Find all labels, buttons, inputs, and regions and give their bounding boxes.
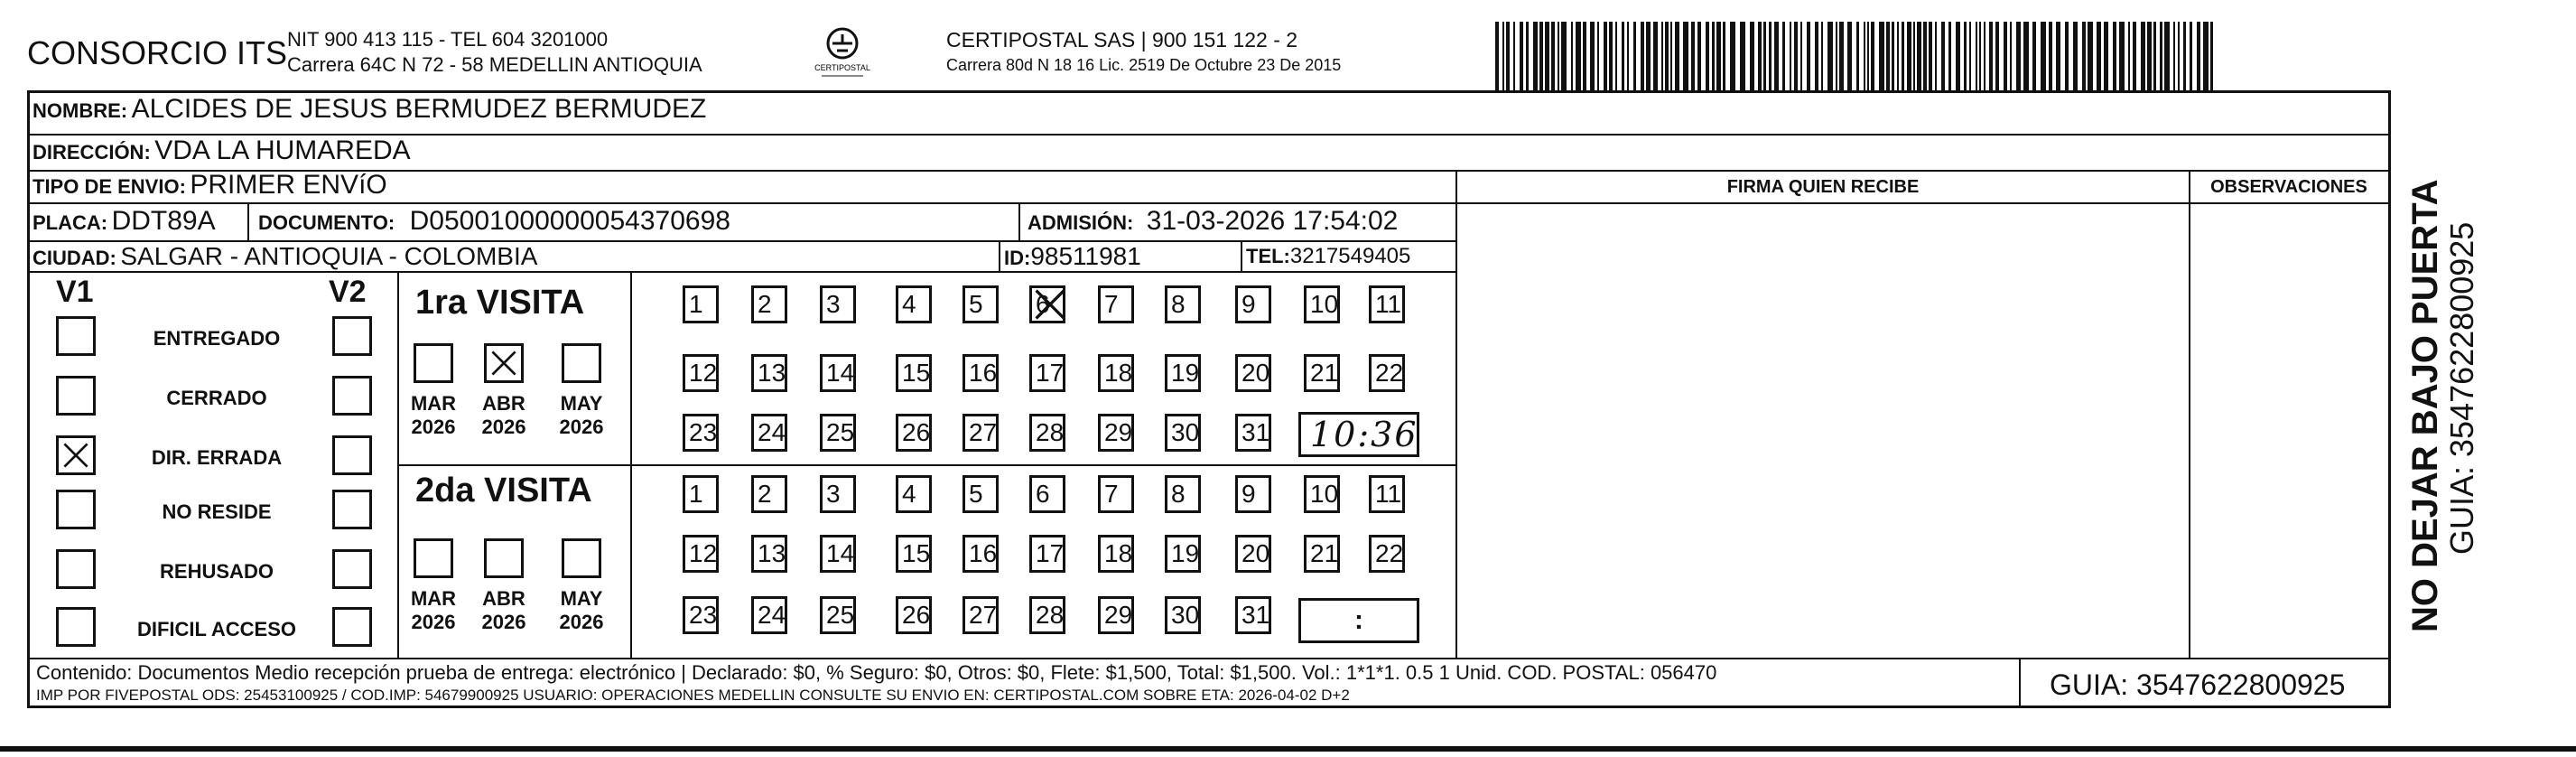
status-label: CERRADO	[166, 387, 267, 409]
day-number: 21	[1310, 359, 1339, 387]
company-name: CONSORCIO ITS	[27, 34, 288, 71]
day-number: 23	[689, 418, 718, 446]
visit1-day-17[interactable]	[1029, 354, 1065, 392]
visit2-day-5[interactable]	[963, 475, 999, 513]
visit2-time-box[interactable]	[1298, 598, 1419, 643]
company-info	[287, 27, 702, 78]
month-year: 2026	[481, 611, 526, 633]
company-address: Carrera 64C N 72 - 58 MEDELLIN ANTIOQUIA	[287, 53, 702, 76]
day-number: 16	[969, 359, 998, 387]
tipo-value: PRIMER ENVíO	[190, 170, 387, 200]
visit1-day-2[interactable]	[751, 285, 787, 323]
day-number: 1	[689, 480, 703, 508]
month-name: MAR	[410, 587, 457, 610]
check-x-icon	[60, 439, 92, 476]
day-number: 24	[758, 601, 786, 629]
visit1-day-3[interactable]	[820, 285, 856, 323]
visit1-month-checkbox-abr[interactable]	[484, 343, 524, 383]
day-number: 7	[1104, 480, 1119, 508]
day-number: 19	[1171, 539, 1200, 567]
day-number: 21	[1310, 539, 1339, 567]
visit1-day-1[interactable]	[683, 285, 719, 323]
direccion-value: VDA LA HUMAREDA	[154, 136, 411, 165]
visit2-day-17[interactable]	[1029, 535, 1065, 573]
day-number: 20	[1242, 539, 1270, 567]
footer-guia: GUIA: 3547622800925	[2050, 668, 2346, 701]
status-label: NO RESIDE	[162, 500, 272, 523]
visit1-day-31[interactable]	[1235, 414, 1271, 452]
barcode	[1495, 22, 2218, 90]
visit1-day-6[interactable]	[1029, 285, 1065, 323]
visit2-day-22[interactable]	[1369, 535, 1405, 573]
v2-checkbox-6[interactable]	[332, 607, 372, 647]
id-row	[1004, 242, 1141, 271]
day-number: 15	[902, 539, 931, 567]
visit1-day-10[interactable]	[1304, 285, 1340, 323]
day-number: 11	[1375, 290, 1402, 318]
courier-name: CERTIPOSTAL SAS | 900 151 122 - 2	[946, 28, 1298, 51]
visit1-day-27[interactable]	[963, 414, 999, 452]
day-number: 25	[826, 418, 855, 446]
day-number: 30	[1171, 418, 1200, 446]
visit2-month-label	[554, 587, 609, 634]
day-number: 5	[969, 480, 983, 508]
visit1-day-7[interactable]	[1098, 285, 1134, 323]
day-number: 4	[902, 290, 916, 318]
visit2-day-25[interactable]	[820, 596, 856, 634]
day-number: 11	[1375, 480, 1402, 508]
month-name: MAR	[410, 392, 457, 415]
day-number: 20	[1242, 359, 1270, 387]
visit2-day-18[interactable]	[1098, 535, 1134, 573]
visit1-title: 1ra VISITA	[415, 284, 585, 322]
day-number: 17	[1036, 359, 1065, 387]
visit1-day-20[interactable]	[1235, 354, 1271, 392]
tel-value: 3217549405	[1289, 244, 1411, 268]
day-number: 31	[1242, 418, 1270, 446]
visit2-day-23[interactable]	[683, 596, 719, 634]
day-number: 3	[826, 480, 841, 508]
visit1-month-label	[554, 392, 609, 439]
courier-address: Carrera 80d N 18 16 Lic. 2519 De Octubre 23 De 2015	[946, 56, 1342, 74]
day-number: 28	[1036, 601, 1065, 629]
company-nit: NIT 900 413 115 - TEL 604 3201000	[287, 28, 609, 51]
v2-header: V2	[329, 275, 367, 309]
visit2-day-19[interactable]	[1165, 535, 1201, 573]
month-name: MAY	[560, 392, 603, 415]
day-number: 2	[758, 290, 772, 318]
visit1-day-4[interactable]	[896, 285, 932, 323]
day-number: 17	[1036, 539, 1065, 567]
visit2-title: 2da VISITA	[415, 472, 592, 509]
day-number: 27	[969, 418, 998, 446]
visit1-time-box[interactable]	[1298, 412, 1419, 457]
day-number: 27	[969, 601, 998, 629]
day-number: 29	[1104, 601, 1133, 629]
day-number: 26	[902, 418, 931, 446]
day-number: 29	[1104, 418, 1133, 446]
visit2-day-8[interactable]	[1165, 475, 1201, 513]
visit1-day-28[interactable]	[1029, 414, 1065, 452]
visit2-day-1[interactable]	[683, 475, 719, 513]
visit2-month-label	[406, 587, 460, 634]
visit2-month-checkbox-may[interactable]	[562, 538, 601, 578]
day-number: 12	[689, 539, 718, 567]
logo-text: CERTIPOSTAL	[814, 63, 870, 72]
certipostal-logo	[814, 23, 870, 83]
visit1-day-22[interactable]	[1369, 354, 1405, 392]
direccion-label: DIRECCIÓN:	[33, 141, 151, 164]
day-number: 14	[826, 539, 855, 567]
status-label: REHUSADO	[160, 560, 274, 583]
month-year: 2026	[559, 416, 604, 438]
day-number: 13	[758, 359, 786, 387]
nombre-label: NOMBRE:	[33, 99, 128, 122]
visit2-day-16[interactable]	[963, 535, 999, 573]
v2-checkbox-3[interactable]	[332, 435, 372, 475]
day-number: 2	[758, 480, 772, 508]
day-number: 25	[826, 601, 855, 629]
documento-row	[258, 206, 730, 237]
day-number: 15	[902, 359, 931, 387]
footer-contents: Contenido: Documentos Medio recepción prueba de entrega: electrónico | Declarado: $0, % Seguro: $0, Otros: $0, Flete: $1,500, Total: $1,500. Vol.: 1*1*1. 0.5 1 Unid. COD. POSTAL: 056470	[36, 661, 1717, 684]
visit2-day-2[interactable]	[751, 475, 787, 513]
visit1-day-9[interactable]	[1235, 285, 1271, 323]
v2-checkbox-4[interactable]	[332, 490, 372, 529]
nombre-value: ALCIDES DE JESUS BERMUDEZ BERMUDEZ	[131, 94, 707, 124]
day-number: 10	[1310, 290, 1339, 318]
footer-imp: IMP POR FIVEPOSTAL ODS: 25453100925 / COD.IMP: 54679900925 USUARIO: OPERACIONES MEDELLIN CONSULTE SU ENVIO EN: CERTIPOSTAL.COM SOBRE ETA: 2026-04-02 D+2	[36, 687, 1350, 704]
status-label: DIFICIL ACCESO	[136, 618, 296, 640]
visit2-day-20[interactable]	[1235, 535, 1271, 573]
day-number: 24	[758, 418, 786, 446]
visit2-month-checkbox-mar[interactable]	[414, 538, 453, 578]
visit1-month-label	[406, 392, 460, 439]
page-bottom-border	[0, 746, 2576, 752]
day-number: 26	[902, 601, 931, 629]
placa-label: PLACA:	[33, 211, 108, 234]
day-number: 6	[1036, 480, 1050, 508]
visit2-day-6[interactable]	[1029, 475, 1065, 513]
day-number: 22	[1375, 359, 1404, 387]
documento-value: D05001000000054370698	[409, 206, 730, 236]
v1-checkbox-2[interactable]	[56, 376, 96, 416]
placa-value: DDT89A	[111, 206, 216, 236]
visit2-day-14[interactable]	[820, 535, 856, 573]
day-number: 30	[1171, 601, 1200, 629]
month-year: 2026	[411, 416, 456, 438]
visit1-month-checkbox-may[interactable]	[562, 343, 601, 383]
visit2-day-29[interactable]	[1098, 596, 1134, 634]
v1-checkbox-3[interactable]	[56, 435, 96, 475]
day-number: 7	[1104, 290, 1119, 318]
visit2-day-9[interactable]	[1235, 475, 1271, 513]
day-number: 12	[689, 359, 718, 387]
v2-checkbox-1[interactable]	[332, 316, 372, 356]
day-number: 8	[1171, 290, 1186, 318]
v1-checkbox-6[interactable]	[56, 607, 96, 647]
day-number: 6	[1036, 290, 1050, 318]
side-guia: GUIA: 3547622800925	[2443, 221, 2480, 555]
visit1-day-18[interactable]	[1098, 354, 1134, 392]
direccion-row	[33, 136, 411, 166]
visit1-day-15[interactable]	[896, 354, 932, 392]
check-x-icon	[488, 347, 520, 384]
month-year: 2026	[559, 611, 604, 633]
status-label: DIR. ERRADA	[151, 446, 283, 469]
tipo-label: TIPO DE ENVIO:	[33, 175, 186, 198]
check-x-icon	[1030, 285, 1070, 332]
visit1-day-23[interactable]	[683, 414, 719, 452]
visit1-time: 10:36	[1310, 415, 1418, 454]
day-number: 19	[1171, 359, 1200, 387]
visit2-time: :	[1354, 605, 1363, 635]
visit2-month-checkbox-abr[interactable]	[484, 538, 524, 578]
day-number: 22	[1375, 539, 1404, 567]
visit1-day-29[interactable]	[1098, 414, 1134, 452]
tel-label: TEL:	[1246, 245, 1290, 267]
visit1-day-26[interactable]	[896, 414, 932, 452]
day-number: 4	[902, 480, 916, 508]
month-name: ABR	[482, 392, 525, 415]
visit1-day-21[interactable]	[1304, 354, 1340, 392]
placa-row	[33, 206, 216, 237]
visit2-day-21[interactable]	[1304, 535, 1340, 573]
month-year: 2026	[481, 416, 526, 438]
day-number: 8	[1171, 480, 1186, 508]
visit1-day-5[interactable]	[963, 285, 999, 323]
day-number: 28	[1036, 418, 1065, 446]
tipo-row	[33, 170, 387, 201]
ciudad-value: SALGAR - ANTIOQUIA - COLOMBIA	[120, 242, 538, 270]
courier-info	[946, 27, 1341, 78]
v1-checkbox-1[interactable]	[56, 316, 96, 356]
day-number: 23	[689, 601, 718, 629]
visit2-day-7[interactable]	[1098, 475, 1134, 513]
admision-value: 31-03-2026 17:54:02	[1146, 206, 1399, 236]
visit2-day-10[interactable]	[1304, 475, 1340, 513]
admision-row	[1028, 206, 1398, 237]
nombre-row	[33, 94, 706, 125]
visit1-day-19[interactable]	[1165, 354, 1201, 392]
visit2-month-label	[477, 587, 531, 634]
id-label: ID:	[1004, 247, 1031, 269]
v1-checkbox-5[interactable]	[56, 549, 96, 589]
month-name: MAY	[560, 587, 603, 610]
observaciones-header: OBSERVACIONES	[2210, 177, 2367, 197]
visit1-day-25[interactable]	[820, 414, 856, 452]
visit2-day-12[interactable]	[683, 535, 719, 573]
v2-checkbox-5[interactable]	[332, 549, 372, 589]
day-number: 1	[689, 290, 703, 318]
day-number: 10	[1310, 480, 1339, 508]
status-label: ENTREGADO	[153, 327, 281, 350]
visit1-day-8[interactable]	[1165, 285, 1201, 323]
visit2-day-28[interactable]	[1029, 596, 1065, 634]
firma-header: FIRMA QUIEN RECIBE	[1726, 177, 1920, 197]
documento-label: DOCUMENTO:	[258, 211, 395, 234]
day-number: 18	[1104, 359, 1133, 387]
month-year: 2026	[411, 611, 456, 633]
visit2-day-27[interactable]	[963, 596, 999, 634]
visit2-day-4[interactable]	[896, 475, 932, 513]
visit2-day-15[interactable]	[896, 535, 932, 573]
ciudad-label: CIUDAD:	[33, 247, 116, 269]
visit1-day-30[interactable]	[1165, 414, 1201, 452]
visit1-day-24[interactable]	[751, 414, 787, 452]
day-number: 3	[826, 290, 841, 318]
v1-checkbox-4[interactable]	[56, 490, 96, 529]
day-number: 13	[758, 539, 786, 567]
day-number: 18	[1104, 539, 1133, 567]
visit2-day-31[interactable]	[1235, 596, 1271, 634]
id-value: 98511981	[1030, 242, 1141, 270]
visit1-day-12[interactable]	[683, 354, 719, 392]
visit2-day-24[interactable]	[751, 596, 787, 634]
visit1-day-11[interactable]	[1369, 285, 1405, 323]
day-number: 14	[826, 359, 855, 387]
visit2-day-11[interactable]	[1369, 475, 1405, 513]
day-number: 9	[1242, 480, 1256, 508]
visit2-day-13[interactable]	[751, 535, 787, 573]
ciudad-row	[33, 242, 537, 271]
visit1-day-13[interactable]	[751, 354, 787, 392]
month-name: ABR	[482, 587, 525, 610]
visit2-day-30[interactable]	[1165, 596, 1201, 634]
visit1-month-checkbox-mar[interactable]	[414, 343, 453, 383]
visit1-day-16[interactable]	[963, 354, 999, 392]
day-number: 5	[969, 290, 983, 318]
side-warning: NO DEJAR BAJO PUERTA	[2405, 179, 2445, 632]
day-number: 31	[1242, 601, 1270, 629]
visit2-day-3[interactable]	[820, 475, 856, 513]
visit1-month-label	[477, 392, 531, 439]
admision-label: ADMISIÓN:	[1028, 211, 1134, 234]
tel-row	[1246, 244, 1410, 269]
day-number: 9	[1242, 290, 1256, 318]
visit1-day-14[interactable]	[820, 354, 856, 392]
day-number: 16	[969, 539, 998, 567]
visit2-day-26[interactable]	[896, 596, 932, 634]
v1-header: V1	[56, 275, 94, 309]
v2-checkbox-2[interactable]	[332, 376, 372, 416]
